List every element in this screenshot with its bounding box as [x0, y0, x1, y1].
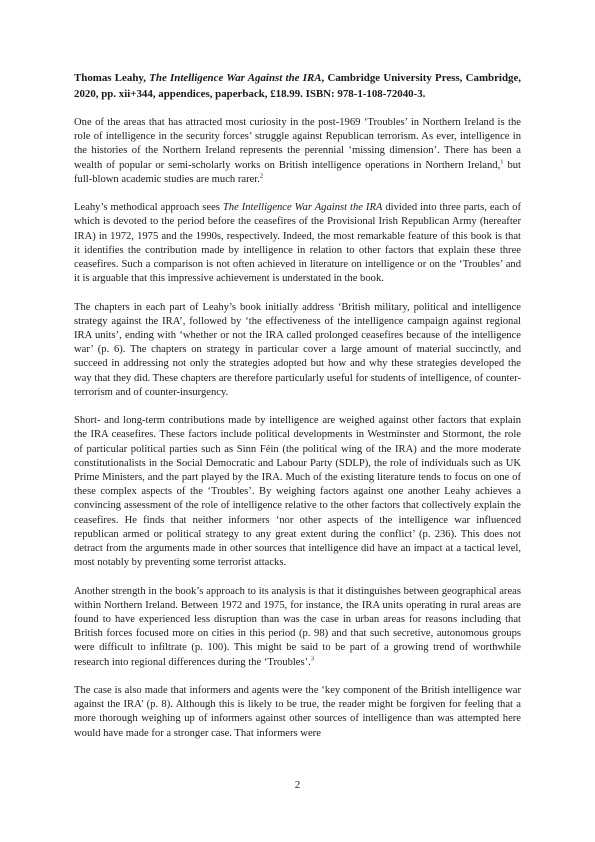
paragraph-2-book-title: The Intelligence War Against the IRA	[222, 202, 383, 214]
footnote-ref-1[interactable]: 1	[500, 158, 504, 166]
page-number: 2	[294, 779, 301, 791]
book-publication-details: , Cambridge University Press, Cambridge, 2020, pp. xii+344, appendices, paperback, £18.99. ISBN: 978-1-108-72040-3.	[74, 72, 521, 100]
paragraph-1-text-a: One of the areas that has attracted most curiosity in the post-1969 ‘Troubles’ in Northern Ireland is the role of intelligence in the security forces’ struggle against Republican terrorism. As ever, intelligence in the histories of the Northern Ireland represents the perennial ‘missing dimension’. There has been a wealth of popular or semi-scholarly works on British intelligence operations in Northern Ireland,	[74, 117, 521, 171]
paragraph-3: The chapters in each part of Leahy’s book initially address ‘British military, political and intelligence strategy against the IRA’, followed by ‘the effectiveness of the intelligence campaign against regional IRA units’, ending with ‘whether or not the IRA called prolonged ceasefires because of the intelligence war’ (p. 6). The chapters on strategy in particular cover a large amount of material succinctly, and succeed in addressing not only the strategies adopted but how and why these strategies developed the way that they did. These chapters are therefore particularly useful for students of intelligence, of counter-terrorism and of counter-insurgency.	[74, 301, 521, 398]
footnote-ref-2[interactable]: 2	[259, 172, 264, 180]
paragraph-2	[74, 201, 521, 286]
footnote-ref-3[interactable]: 3	[310, 655, 315, 663]
paragraph-1	[74, 116, 521, 187]
paragraph-4: Short- and long-term contributions made by intelligence are weighed against other factors that explain the IRA ceasefires. These factors include political developments in Westminster and Stormont, the role of particular political parties such as Sinn Féin (the political wing of the IRA) and the more moderate constitutionalists in the Social Democratic and Labour Party (SDLP), the role of individuals such as UK Prime Ministers, and the part played by the IRA. Much of the existing literature tends to focus on one of these complex aspects of the ‘Troubles’. By weighing factors against one another Leahy achieves a convincing assessment of the role of intelligence relative to the other factors that collectively explain the ceasefires. He finds that neither informers ‘nor other aspects of the intelligence war influenced republican armed or political strategy to any great extent during the conflict’ (p. 236). This does not detract from the arguments made in other sources that intelligence did have an impact at a tactical level, most notably by preventing some terrorist attacks.	[74, 415, 521, 569]
paragraph-2-text-a: Leahy’s methodical approach sees	[74, 202, 223, 214]
paragraph-2-text-b: divided into three parts, each of which is devoted to the period before the ceasefires of the Provisional Irish Republican Army (hereafter IRA) in 1972, 1975 and the 1990s, respectively. Indeed, the most remarkable feature of this book is that it identifies the contribution made by intelligence in relation to other factors that explain these three ceasefires. Such a comparison is not often achieved in literature on intelligence or on the ‘Troubles’ and it is arguable that this impressive achievement is understated in the book.	[74, 202, 521, 285]
paragraph-6: The case is also made that informers and agents were the ‘key component of the British intelligence war against the IRA’ (p. 8). Although this is likely to be true, the reader might be forgiven for feeling that a more thorough weighing up of informers against other sources of intelligence than was attempted here would have made for a stronger case. That informers were	[74, 685, 521, 739]
paragraph-5-text: Another strength in the book’s approach to its analysis is that it distinguishes between geographical areas within Northern Ireland. Between 1972 and 1975, for instance, the IRA units operating in rural areas are found to have experienced less disruption than was the case in urban areas for reasons including that British forces focused more on cities in this period (p. 98) and that such secretive, autonomous groups were difficult to infiltrate (p. 100). This might be said to be part of a growing trend of worthwhile research into regional differences during the ‘Troubles’.	[74, 585, 521, 668]
book-title: The Intelligence War Against the IRA	[149, 72, 322, 84]
book-author: Thomas Leahy,	[74, 72, 150, 84]
review-body	[74, 70, 521, 755]
book-citation-heading	[74, 70, 521, 102]
paragraph-5	[74, 585, 521, 670]
paragraph-1-text-b: but full-blown academic studies are much rarer.	[74, 159, 522, 185]
